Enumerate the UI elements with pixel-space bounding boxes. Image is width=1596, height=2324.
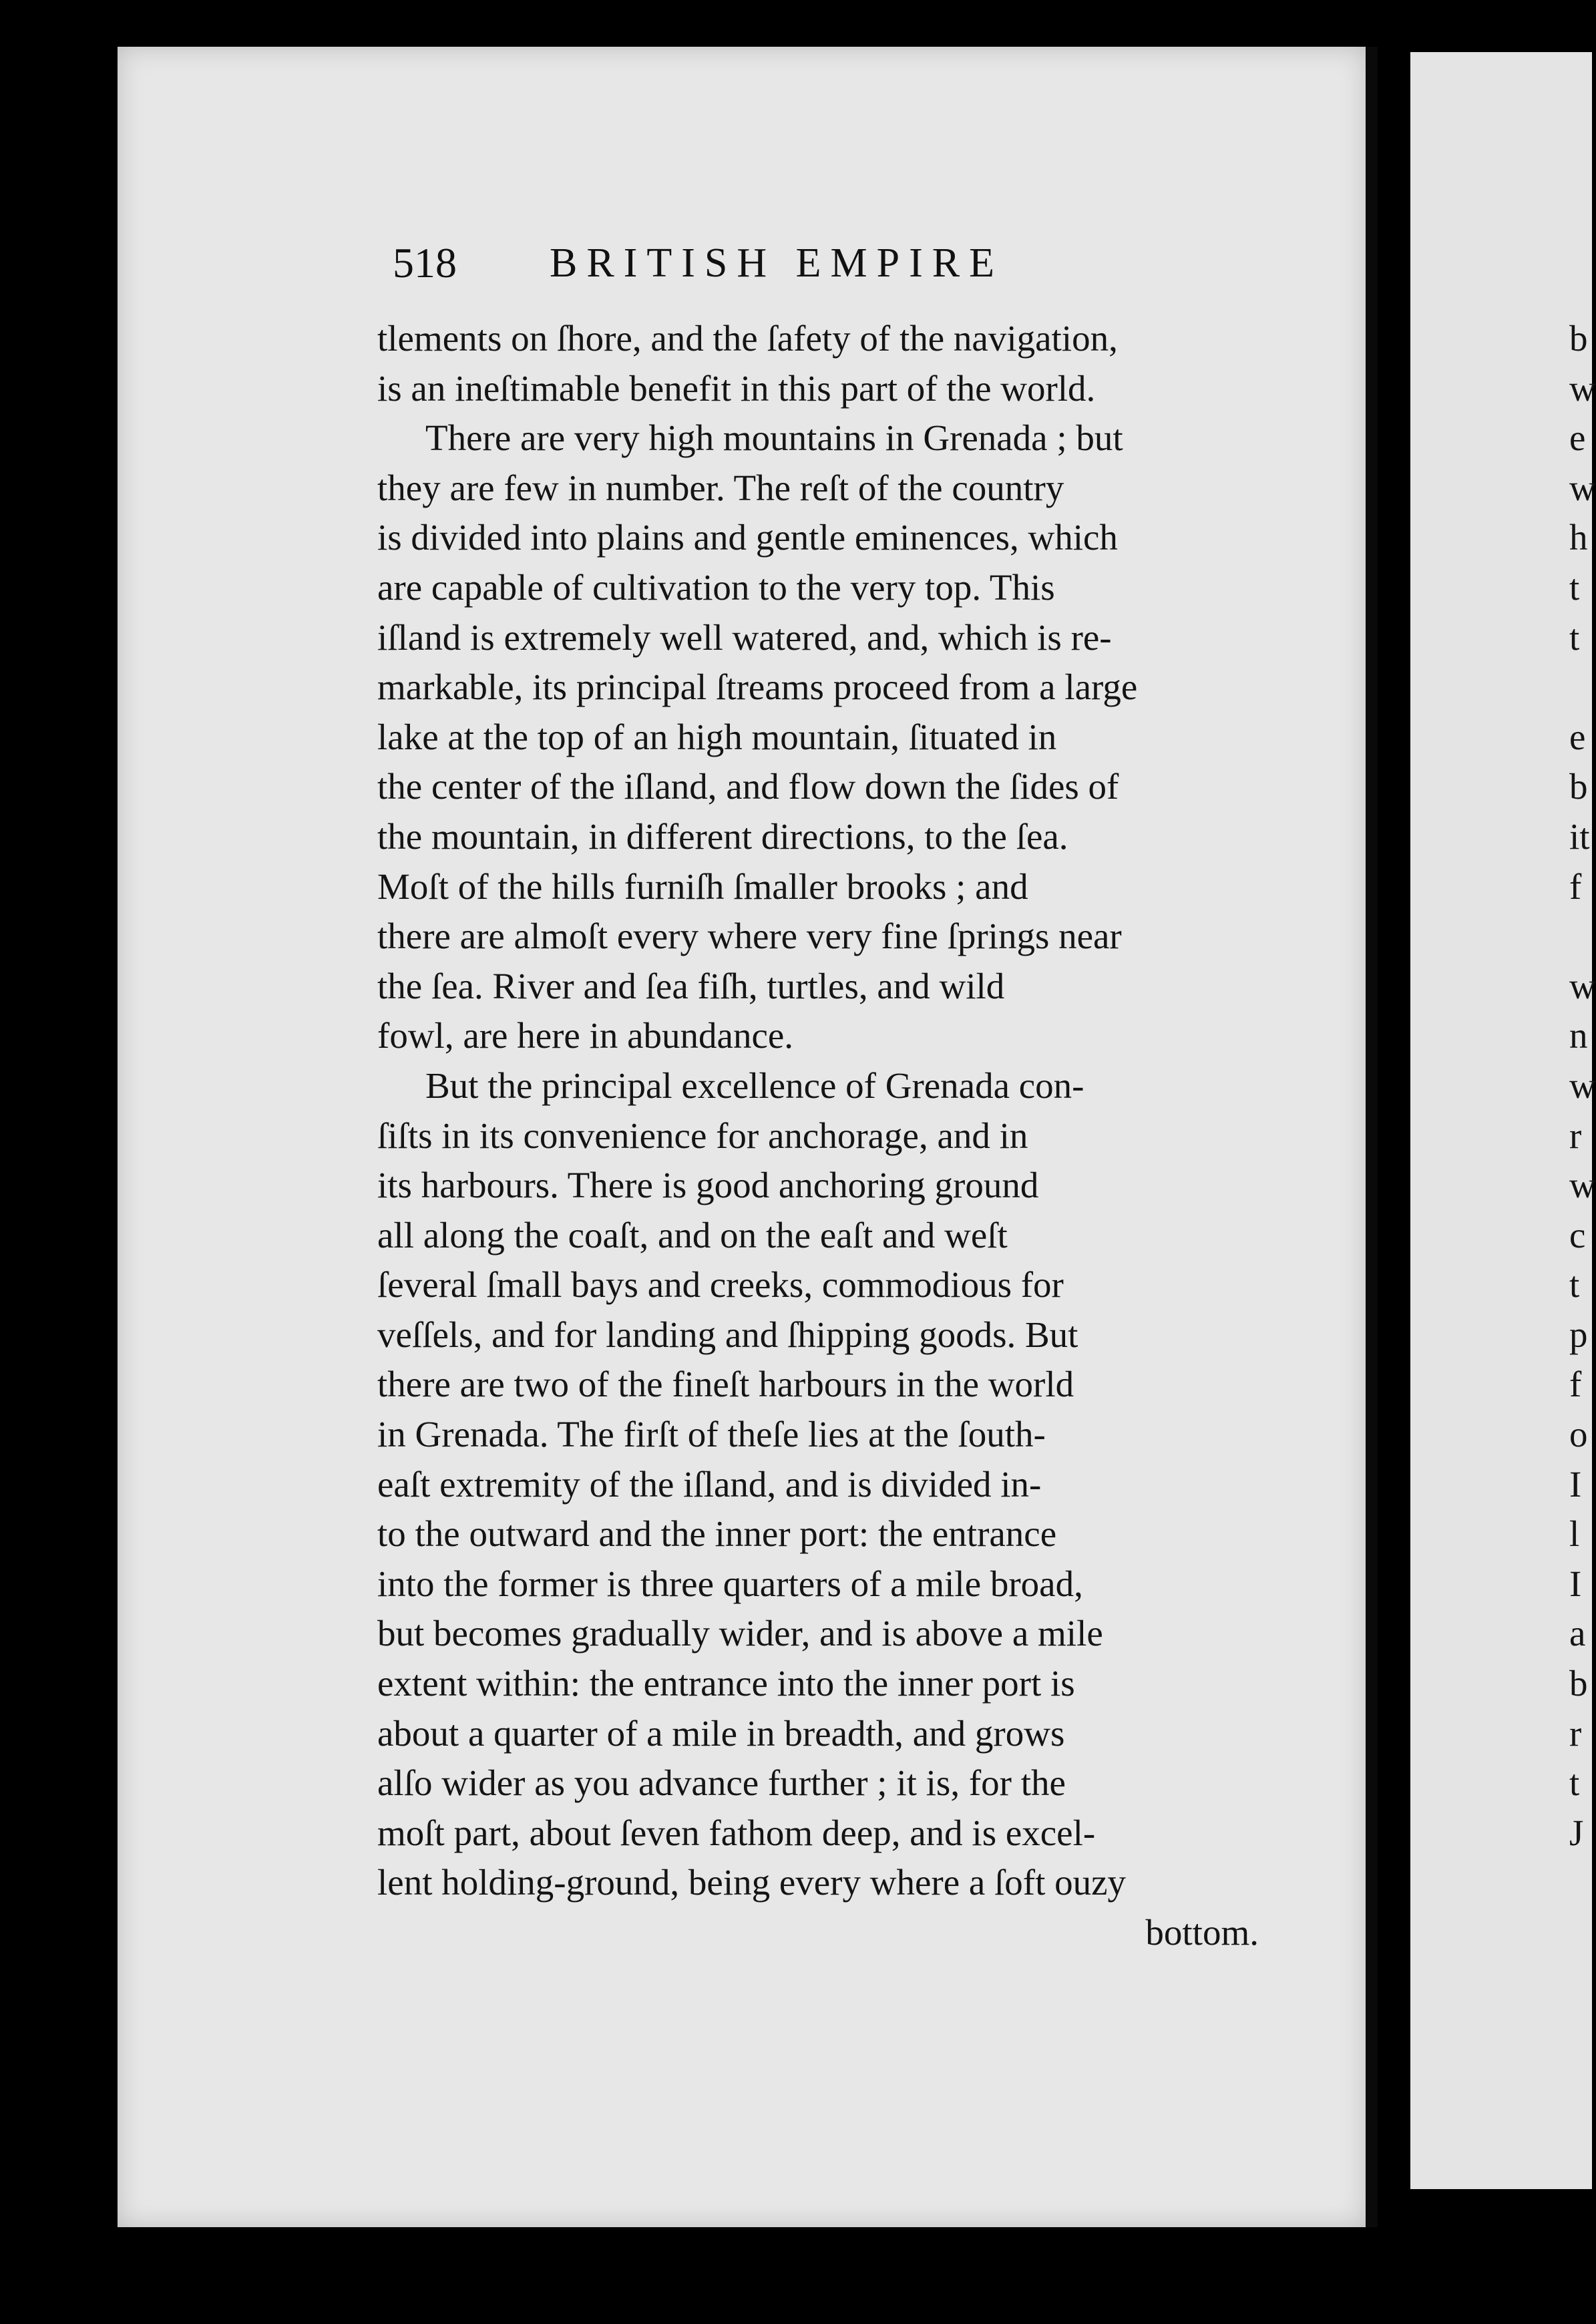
fragment: c [1569, 1214, 1586, 1255]
fragment: t [1569, 616, 1580, 658]
text-line: eaſt extremity of the iſland, and is divided in- [377, 1463, 1042, 1505]
text-line: but becomes gradually wider, and is above a mile [377, 1613, 1103, 1654]
text-line: moſt part, about ſeven fathom deep, and is excel- [377, 1812, 1096, 1853]
fragment: e [1569, 417, 1586, 459]
page-gutter [1366, 47, 1378, 2227]
fragment: p [1569, 1314, 1588, 1355]
text-line: is divided into plains and gentle eminences, which [377, 517, 1118, 558]
text-line: all along the coaſt, and on the eaſt and weſt [377, 1214, 1008, 1255]
text-line: fowl, are here in abundance. [377, 1015, 794, 1056]
fragment: o [1569, 1414, 1588, 1455]
fragment: w [1569, 965, 1596, 1006]
text-line: into the former is three quarters of a mile broad, [377, 1563, 1083, 1604]
text-line: tlements on ſhore, and the ſafety of the navigation, [377, 318, 1118, 359]
text-line: there are two of the fineſt harbours in the world [377, 1364, 1074, 1405]
fragment: t [1569, 1762, 1580, 1804]
facing-page-edge [1410, 52, 1596, 2189]
fragment: a [1569, 1613, 1586, 1654]
fragment [1569, 662, 1592, 713]
fragment: w [1569, 367, 1596, 409]
fragment: it [1569, 815, 1590, 857]
fragment: f [1569, 1364, 1582, 1405]
text-line: markable, its principal ſtreams proceed from a large [377, 666, 1138, 708]
fragment: b [1569, 766, 1588, 807]
text-line: ſiſts in its convenience for anchorage, and in [377, 1115, 1028, 1156]
fragment: I [1569, 1463, 1582, 1505]
text-line: veſſels, and for landing and ſhipping goods. But [377, 1314, 1078, 1355]
fragment: r [1569, 1115, 1582, 1156]
fragment: w [1569, 1064, 1596, 1106]
fragment: b [1569, 318, 1588, 359]
text-line: there are almoſt every where very fine ſprings near [377, 916, 1122, 957]
fragment: f [1569, 865, 1582, 907]
fragment: b [1569, 1663, 1588, 1704]
text-line: in Grenada. The firſt of theſe lies at the ſouth- [377, 1414, 1046, 1455]
body-text [377, 314, 1259, 1958]
text-line: the mountain, in different directions, to the ſea. [377, 815, 1068, 857]
page-number: 518 [393, 239, 457, 286]
text-line: There are very high mountains in Grenada ; but [425, 417, 1123, 459]
text-line: iſland is extremely well watered, and, which is re- [377, 616, 1112, 658]
text-line: its harbours. There is good anchoring ground [377, 1165, 1039, 1206]
text-line: ſeveral ſmall bays and creeks, commodious for [377, 1264, 1064, 1306]
text-line: is an ineſtimable benefit in this part of the world. [377, 367, 1096, 409]
text-line: lake at the top of an high mountain, ſituated in [377, 716, 1057, 757]
text-line: alſo wider as you advance further ; it is, for the [377, 1762, 1066, 1804]
text-line: are capable of cultivation to the very top. This [377, 566, 1055, 608]
fragment: t [1569, 1264, 1580, 1306]
text-line: lent holding-ground, being every where a ſoft ouzy [377, 1862, 1127, 1903]
fragment: w [1569, 467, 1596, 508]
text-line: about a quarter of a mile in breadth, and grows [377, 1712, 1065, 1754]
fragment: I [1569, 1563, 1582, 1604]
fragment [1569, 912, 1592, 962]
facing-page-text-fragments [1569, 314, 1596, 1858]
text-line: extent within: the entrance into the inner port is [377, 1663, 1075, 1704]
page-header [393, 235, 1121, 291]
fragment: e [1569, 716, 1586, 757]
text-line: the ſea. River and ſea fiſh, turtles, and wild [377, 965, 1005, 1006]
fragment: n [1569, 1015, 1588, 1056]
text-line: bottom. [1145, 1912, 1259, 1953]
fragment: J [1569, 1812, 1584, 1853]
fragment: r [1569, 1712, 1582, 1754]
fragment: w [1569, 1165, 1596, 1206]
text-line: to the outward and the inner port: the entrance [377, 1513, 1057, 1555]
fragment: h [1569, 517, 1588, 558]
fragment: t [1569, 566, 1580, 608]
text-line: Moſt of the hills furniſh ſmaller brooks ; and [377, 865, 1028, 907]
text-line: But the principal excellence of Grenada con- [425, 1064, 1084, 1106]
fragment: l [1569, 1513, 1580, 1555]
text-line: they are few in number. The reſt of the country [377, 467, 1064, 508]
running-head: BRITISH EMPIRE [550, 240, 1004, 286]
text-line: the center of the iſland, and flow down the ſides of [377, 766, 1119, 807]
